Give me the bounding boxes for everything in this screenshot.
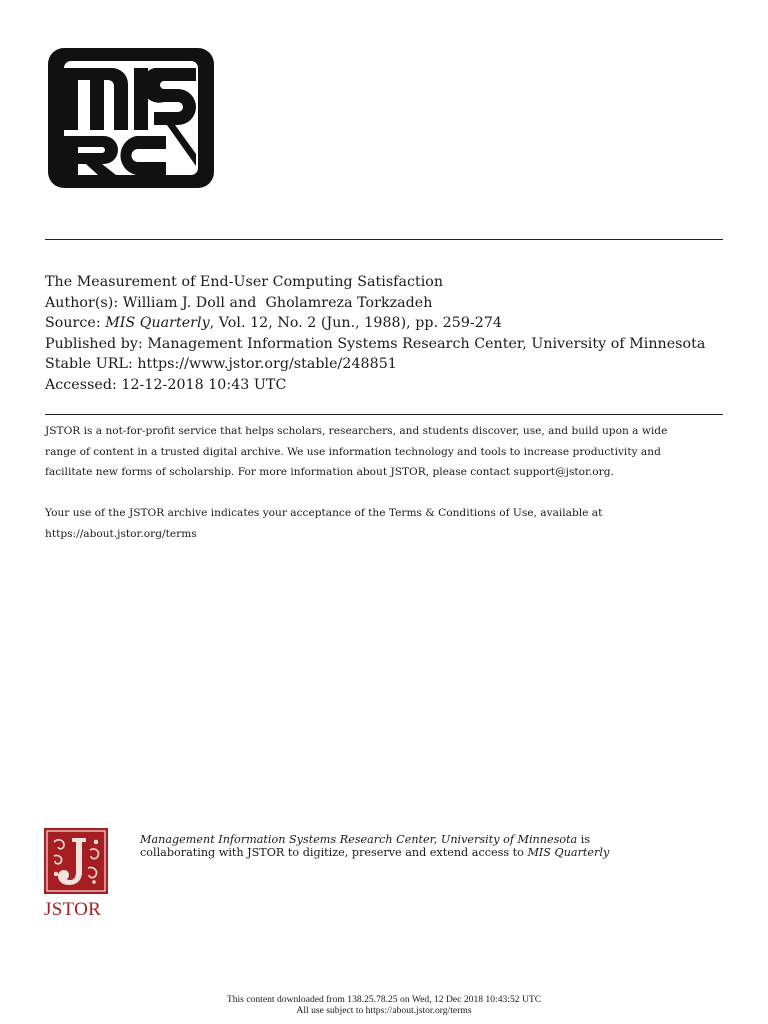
stable-url-label: Stable URL: bbox=[45, 356, 133, 372]
footer-download-line: This content downloaded from 138.25.78.25 on Wed, 12 Dec 2018 10:43:52 UTC bbox=[226, 994, 542, 1005]
misrc-logo bbox=[48, 48, 214, 188]
notice-line-3: facilitate new forms of scholarship. For more information about JSTOR, please contact support@jstor.org. bbox=[45, 466, 614, 478]
stable-url-line bbox=[45, 354, 397, 375]
notice-line-2: range of content in a trusted digital archive. We use information technology and tools to increase productivity and bbox=[45, 445, 661, 458]
publisher-line bbox=[45, 334, 705, 355]
publisher: Management Information Systems Research Center, University of Minnesota bbox=[147, 335, 706, 352]
divider-middle bbox=[45, 414, 723, 415]
collaboration-partner: Management Information Systems Research Center, University of Minnesota bbox=[140, 833, 578, 846]
terms-line-1: Your use of the JSTOR archive indicates your acceptance of the Terms & Conditions of Use, available at bbox=[45, 507, 603, 519]
accessed-date: 12-12-2018 10:43 UTC bbox=[121, 376, 287, 393]
authors-label: Author(s): bbox=[45, 294, 119, 311]
collaboration-text: collaborating with JSTOR to digitize, preserve and extend access to bbox=[140, 846, 528, 859]
source-line bbox=[45, 313, 502, 334]
footer-terms-line: All use subject to https://about.jstor.org/terms bbox=[296, 1005, 472, 1016]
source-label: Source: bbox=[45, 315, 101, 331]
divider-top bbox=[45, 239, 723, 240]
terms-link[interactable]: https://about.jstor.org/terms bbox=[45, 527, 197, 540]
source-journal: MIS Quarterly bbox=[105, 315, 210, 331]
jstor-wordmark: JSTOR bbox=[44, 899, 102, 920]
collaboration-line-1 bbox=[140, 833, 590, 847]
collaboration-is: is bbox=[577, 833, 591, 846]
accessed-label: Accessed: bbox=[45, 376, 117, 393]
accessed-line bbox=[45, 375, 286, 396]
stable-url-link[interactable]: https://www.jstor.org/stable/248851 bbox=[137, 356, 397, 372]
collaboration-journal: MIS Quarterly bbox=[527, 846, 610, 859]
authors-line bbox=[45, 293, 432, 314]
collaboration-line-2 bbox=[140, 846, 609, 860]
jstor-logo bbox=[44, 828, 108, 894]
article-title: The Measurement of End-User Computing Satisfaction bbox=[45, 274, 444, 290]
source-details: , Vol. 12, No. 2 (Jun., 1988), pp. 259-274 bbox=[209, 315, 502, 331]
authors: William J. Doll and Gholamreza Torkzadeh bbox=[122, 294, 433, 311]
published-label: Published by: bbox=[45, 335, 143, 352]
notice-line-1: JSTOR is a not-for-profit service that helps scholars, researchers, and students discover, use, and build upon a wide bbox=[45, 425, 668, 437]
